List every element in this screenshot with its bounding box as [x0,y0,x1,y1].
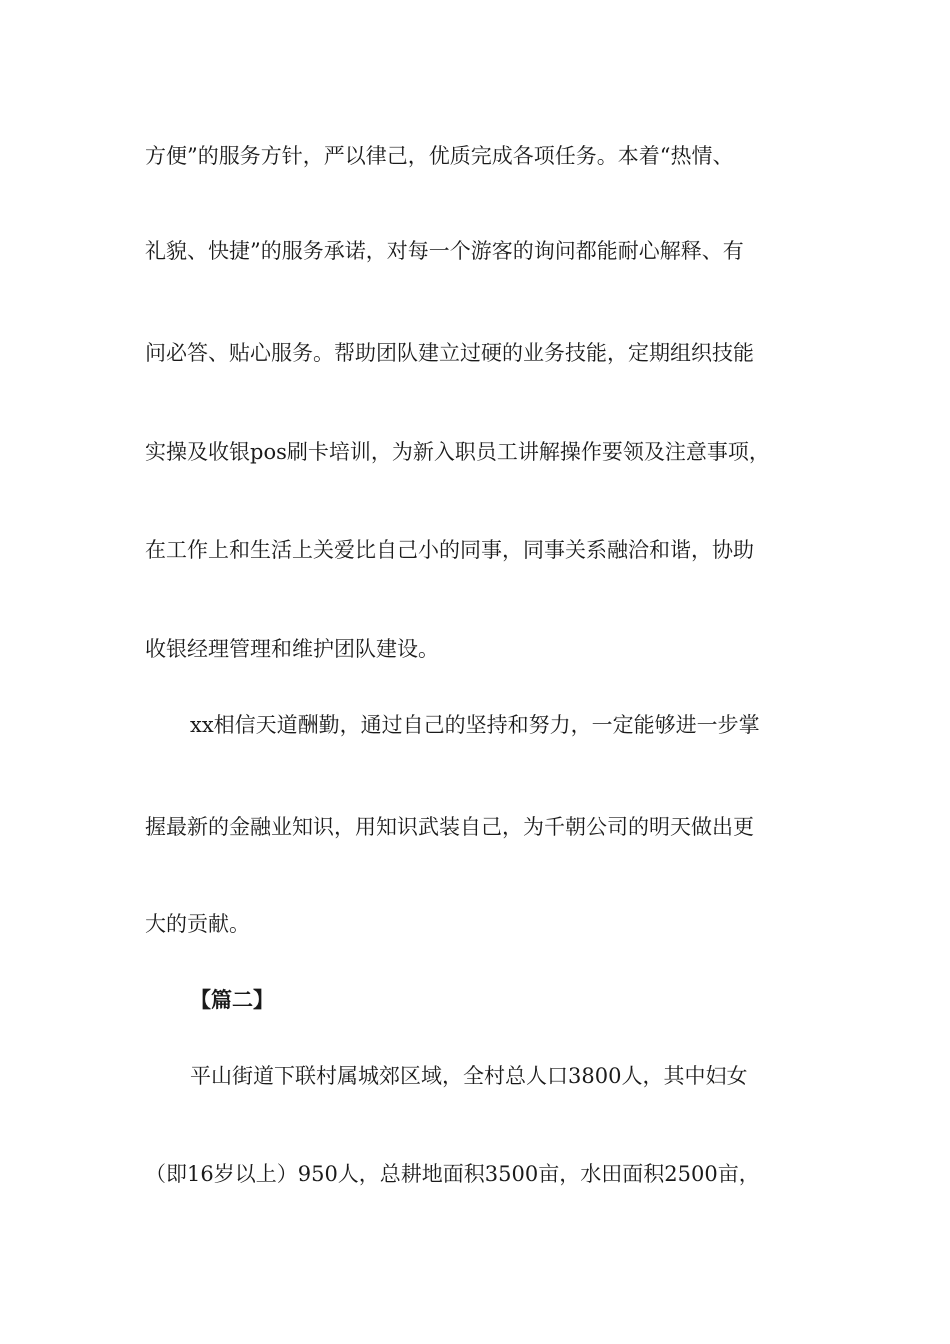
paragraph-line: 方便”的服务方针，严以律己，优质完成各项任务。本着“热情、 [145,144,734,168]
paragraph-line: 大的贡献。 [145,912,250,936]
paragraph-line: （即16岁以上）950人，总耕地面积3500亩，水田面积2500亩， [145,1162,760,1186]
paragraph-line: 握最新的金融业知识，用知识武装自己，为千朝公司的明天做出更 [145,815,754,839]
paragraph-line: 问必答、贴心服务。帮助团队建立过硬的业务技能，定期组织技能 [145,341,754,365]
paragraph-line: 在工作上和生活上关爱比自己小的同事，同事关系融洽和谐，协助 [145,538,754,562]
paragraph-line: 收银经理管理和维护团队建设。 [145,637,439,661]
paragraph-line: 实操及收银pos刷卡培训，为新入职员工讲解操作要领及注意事项， [145,440,770,464]
paragraph-line: 平山街道下联村属城郊区域，全村总人口3800人，其中妇女 [190,1064,748,1088]
section-heading: 【篇二】 [190,987,274,1012]
paragraph-line: 礼貌、快捷”的服务承诺，对每一个游客的询问都能耐心解释、有 [145,239,744,263]
paragraph-line: xx相信天道酬勤，通过自己的坚持和努力，一定能够进一步掌 [190,713,760,737]
